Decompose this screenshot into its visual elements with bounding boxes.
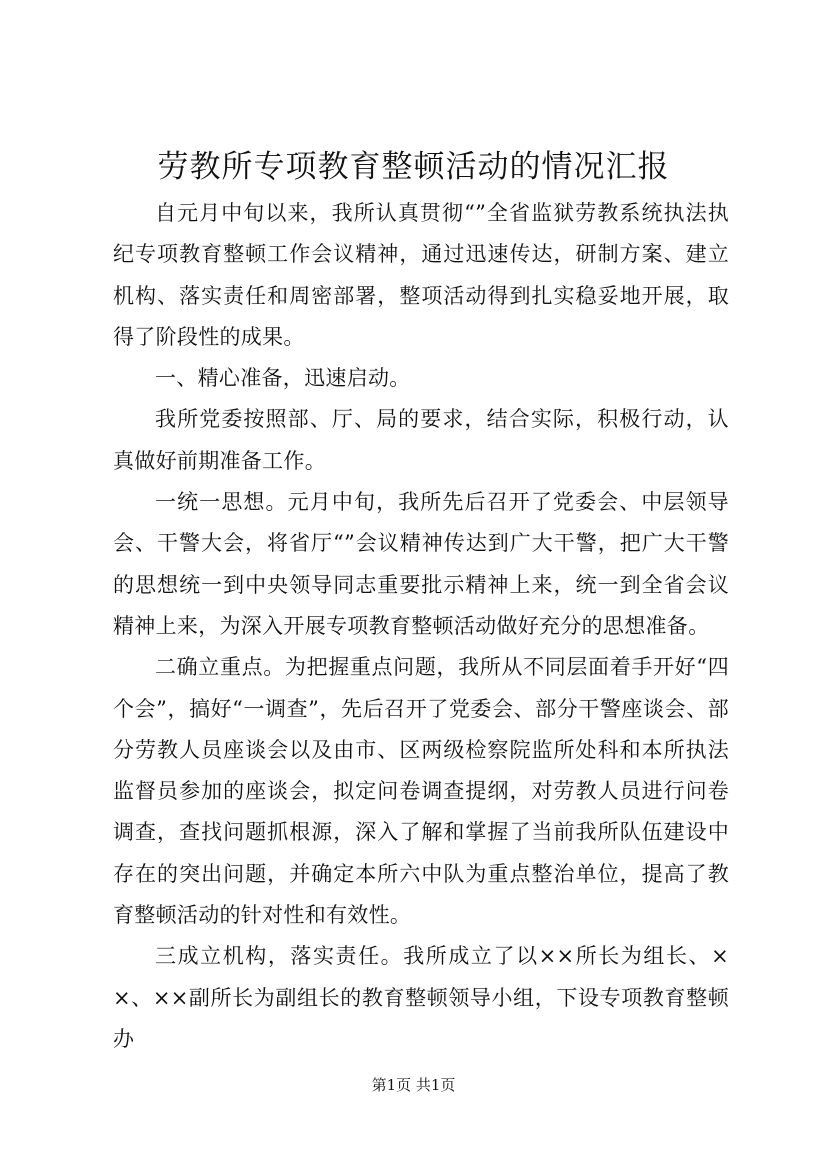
page-number-footer: 第1页 共1页: [371, 1076, 456, 1094]
document-body: [113, 193, 729, 1060]
paragraph: 一统一思想。元月中旬，我所先后召开了党委会、中层领导会、干警大会，将省厅“”会议精神传达到广大干警，把广大干警的思想统一到中央领导同志重要批示精神上来，统一到全省会议精神上来，为深入开展专项教育整顿活动做好充分的思想准备。: [113, 490, 729, 638]
paragraph: 二确立重点。为把握重点问题，我所从不同层面着手开好“四个会”，搞好“一调查”，先后召开了党委会、部分干警座谈会、部分劳教人员座谈会以及由市、区两级检察院监所处科和本所执法监督员参加的座谈会，拟定问卷调查提纲，对劳教人员进行问卷调查，查找问题抓根源，深入了解和掌握了当前我所队伍建设中存在的突出问题，并确定本所六中队为重点整治单位，提高了教育整顿活动的针对性和有效性。: [113, 655, 729, 928]
paragraph: 三成立机构，落实责任。我所成立了以××所长为组长、××、××副所长为副组长的教育整顿领导小组，下设专项教育整顿办: [113, 944, 729, 1051]
section-heading: 一、精心准备，迅速启动。: [155, 366, 411, 391]
document-title: 劳教所专项教育整顿活动的情况汇报: [157, 149, 670, 185]
paragraph: 我所党委按照部、厅、局的要求，结合实际，积极行动，认真做好前期准备工作。: [113, 407, 729, 473]
paragraph: 自元月中旬以来，我所认真贯彻“”全省监狱劳教系统执法执纪专项教育整顿工作会议精神，通过迅速传达，研制方案、建立机构、落实责任和周密部署，整项活动得到扎实稳妥地开展，取得了阶段性的成果。: [113, 201, 729, 349]
